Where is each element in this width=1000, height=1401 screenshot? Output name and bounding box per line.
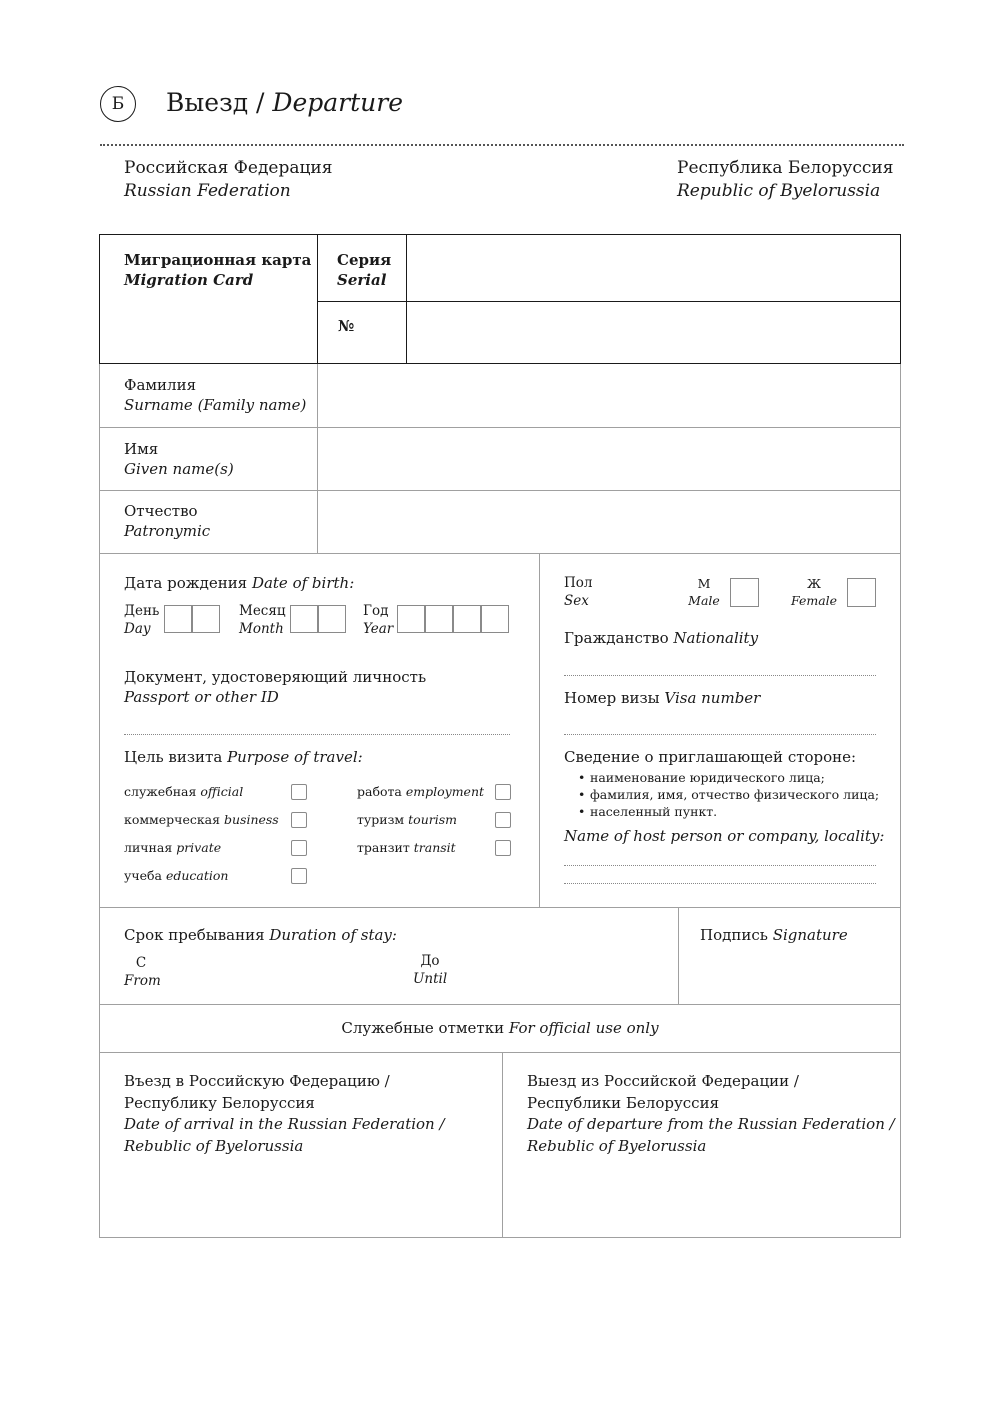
patronymic-ru: Отчество [124,502,198,520]
divider [406,234,407,364]
male-label [684,575,724,609]
female-ru: Ж [806,576,822,591]
nationality-label [564,628,758,648]
patronymic-label [124,501,210,541]
official-en: For official use only [508,1019,659,1037]
arrival-en-1: Date of arrival in the Russian Federation / [124,1115,445,1133]
serial-ru: Серия [337,251,392,269]
dob-title-en: Date of birth: [251,574,355,592]
male-checkbox[interactable] [730,578,759,607]
serial-label [337,250,391,290]
divider [678,907,679,1004]
month-label [239,602,286,638]
day-label [124,602,159,638]
section-badge [100,86,136,122]
patronymic-field[interactable] [319,492,899,552]
stay-title [124,925,397,945]
departure-en-1: Date of departure from the Russian Federation / [527,1115,895,1133]
purpose-ru: транзит [357,840,410,855]
female-checkbox[interactable] [847,578,876,607]
departure-en-2: Rebublic of Byelorussia [527,1136,707,1155]
document-ru: Документ, удостоверяющий личность [124,668,427,686]
country-left [124,157,333,203]
surname-field[interactable] [319,366,899,426]
stay-title-en: Duration of stay: [269,926,397,944]
year-label [363,602,393,638]
arrival-ru-1: Въезд в Российскую Федерацию / [124,1072,390,1090]
day-ru: День [124,603,160,619]
nationality-en: Nationality [673,629,759,647]
purpose-transit-label [357,839,456,856]
stay-until-ru: До [420,953,440,969]
stay-from-ru: С [135,955,147,971]
country-left-ru: Российская Федерация [124,158,333,178]
purpose-ru: учеба [124,868,162,883]
purpose-en: tourism [408,812,457,827]
divider [317,234,318,364]
day-en: Day [124,621,151,637]
given-name-ru: Имя [124,440,159,458]
visa-field[interactable] [564,734,876,735]
country-right [677,157,893,203]
purpose-transit-checkbox[interactable] [495,840,511,856]
title-en: Departure [272,88,404,117]
host-bullet: • населенный пункт. [576,803,879,820]
divider [99,553,901,554]
purpose-en: education [165,868,229,883]
year-digit-2[interactable] [425,605,453,633]
document-label [124,667,426,707]
host-field-line-1[interactable] [564,865,876,866]
given-name-label [124,439,234,479]
purpose-official-checkbox[interactable] [291,784,307,800]
male-ru: М [697,576,711,591]
purpose-education-label [124,867,228,884]
visa-en: Visa number [664,689,761,707]
given-name-field[interactable] [319,429,899,489]
divider [99,907,901,908]
purpose-ru: личная [124,840,173,855]
given-name-en: Given name(s) [124,460,234,478]
month-ru: Месяц [239,603,286,619]
signature-field[interactable] [680,950,900,1002]
stay-title-ru: Срок пребывания [124,926,265,944]
host-title-ru: Сведение о приглашающей стороне: [564,748,857,766]
purpose-tourism-label [357,811,457,828]
migration-card-label [124,250,311,290]
nationality-ru: Гражданство [564,629,669,647]
purpose-tourism-checkbox[interactable] [495,812,511,828]
badge-letter: Б [111,94,125,114]
purpose-en: business [223,812,279,827]
host-bullet: • фамилия, имя, отчество физического лица; [576,786,879,803]
sex-label [564,574,592,610]
surname-ru: Фамилия [124,376,197,394]
purpose-ru: служебная [124,784,197,799]
page-title [166,88,403,118]
purpose-business-label [124,811,279,828]
number-field[interactable] [408,303,899,363]
host-title-en: Name of host person or company, locality: [564,827,885,845]
migration-card-en: Migration Card [124,271,254,289]
arrival-stamp-label [124,1071,445,1157]
purpose-en: employment [405,784,485,799]
host-bullets [576,769,879,820]
purpose-private-checkbox[interactable] [291,840,307,856]
purpose-title-ru: Цель визита [124,748,223,766]
purpose-ru: туризм [357,812,405,827]
sex-ru: Пол [564,575,593,591]
stay-until-en: Until [413,971,448,987]
country-right-en: Republic of Byelorussia [677,181,881,201]
purpose-en: official [200,784,244,799]
purpose-ru: коммерческая [124,812,220,827]
number-label: № [338,317,355,335]
host-field-line-2[interactable] [564,883,876,884]
dob-title-ru: Дата рождения [124,574,248,592]
year-digit-4[interactable] [481,605,509,633]
day-digit-1[interactable] [164,605,192,633]
serial-field[interactable] [408,236,899,300]
host-bullet: • наименование юридического лица; [576,769,879,786]
divider [99,427,901,428]
divider [317,301,901,302]
nationality-field[interactable] [564,675,876,676]
female-label [789,575,839,609]
purpose-business-checkbox[interactable] [291,812,307,828]
purpose-official-label [124,783,243,800]
departure-ru-1: Выезд из Российской Федерации / [527,1072,799,1090]
visa-label [564,688,760,708]
stay-from-label[interactable] [124,954,161,990]
country-right-ru: Республика Белоруссия [677,158,894,178]
purpose-en: private [176,840,222,855]
cut-line [100,144,904,146]
purpose-education-checkbox[interactable] [291,868,307,884]
visa-ru: Номер визы [564,689,660,707]
purpose-employment-label [357,783,484,800]
signature-en: Signature [772,926,848,944]
stay-from-en: From [124,973,161,989]
sex-en: Sex [564,593,589,609]
document-field[interactable] [124,734,510,735]
purpose-ru: работа [357,784,402,799]
year-en: Year [363,621,394,637]
departure-ru-2: Республики Белоруссия [527,1093,720,1112]
purpose-title [124,747,363,767]
official-use-label [99,1018,901,1038]
divider [539,553,540,907]
serial-en: Serial [337,271,387,289]
stay-until-label[interactable] [413,952,447,988]
purpose-private-label [124,839,221,856]
signature-label [700,925,848,945]
divider [317,364,318,554]
surname-label [124,375,306,415]
divider [99,490,901,491]
month-en: Month [239,621,284,637]
purpose-title-en: Purpose of travel: [227,748,363,766]
departure-stamp-label [527,1071,895,1157]
arrival-ru-2: Республику Белоруссия [124,1093,315,1112]
title-ru: Выезд / [166,88,265,117]
signature-ru: Подпись [700,926,768,944]
divider [502,1052,503,1237]
arrival-en-2: Rebublic of Byelorussia [124,1136,304,1155]
official-ru: Служебные отметки [341,1019,505,1037]
purpose-employment-checkbox[interactable] [495,784,511,800]
patronymic-en: Patronymic [124,522,211,540]
year-digit-1[interactable] [397,605,425,633]
divider [99,1052,901,1053]
month-digit-2[interactable] [318,605,346,633]
female-en: Female [790,593,838,608]
document-en: Passport or other ID [124,688,279,706]
divider [99,1004,901,1005]
male-en: Male [688,593,720,608]
month-digit-1[interactable] [290,605,318,633]
purpose-en: transit [413,840,456,855]
day-digit-2[interactable] [192,605,220,633]
country-left-en: Russian Federation [124,181,291,201]
year-digit-3[interactable] [453,605,481,633]
migration-card-ru: Миграционная карта [124,251,312,269]
surname-en: Surname (Family name) [124,396,307,414]
year-ru: Год [363,603,389,619]
dob-title [124,573,354,593]
